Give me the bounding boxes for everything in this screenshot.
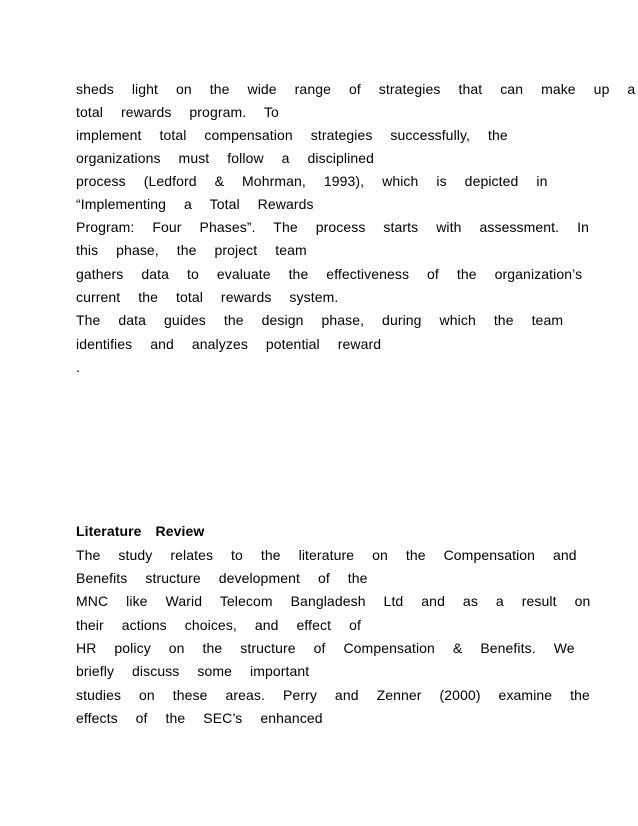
paragraph-line: HR policy on the structure of Compensation & Benefits. We [76,640,575,656]
paragraph-line: The study relates to the literature on the Compensation and [76,547,577,563]
paragraph-line: current the total rewards system. [76,289,339,305]
section-heading: Literature Review [76,523,205,539]
paragraph-line: The data guides the design phase, during which the team [76,312,564,328]
paragraph-line: sheds light on the wide range of strategies that can make up a [76,81,636,97]
paragraph-line: . [76,359,80,375]
paragraph-line: Benefits structure development of the [76,570,368,586]
paragraph-line: this phase, the project team [76,242,307,258]
paragraph-line: organizations must follow a disciplined [76,150,374,166]
paragraph-line: MNC like Warid Telecom Bangladesh Ltd and as a result on [76,593,591,609]
paragraph-line: gathers data to evaluate the effectiveness of the organization’s [76,266,583,282]
paragraph-line: effects of the SEC’s enhanced [76,710,323,726]
paragraph-line: total rewards program. To [76,104,279,120]
paragraph-line: Program: Four Phases”. The process starts with assessment. In [76,219,590,235]
paragraph-line: identifies and analyzes potential reward [76,336,382,352]
paragraph-line: “Implementing a Total Rewards [76,196,314,212]
paragraph-line: briefly discuss some important [76,663,310,679]
paragraph-line: implement total compensation strategies successfully, the [76,127,508,143]
paragraph-line: studies on these areas. Perry and Zenner (2000) examine the [76,687,590,703]
paragraph-line: their actions choices, and effect of [76,617,361,633]
paragraph-line: process (Ledford & Mohrman, 1993), which is depicted in [76,173,548,189]
